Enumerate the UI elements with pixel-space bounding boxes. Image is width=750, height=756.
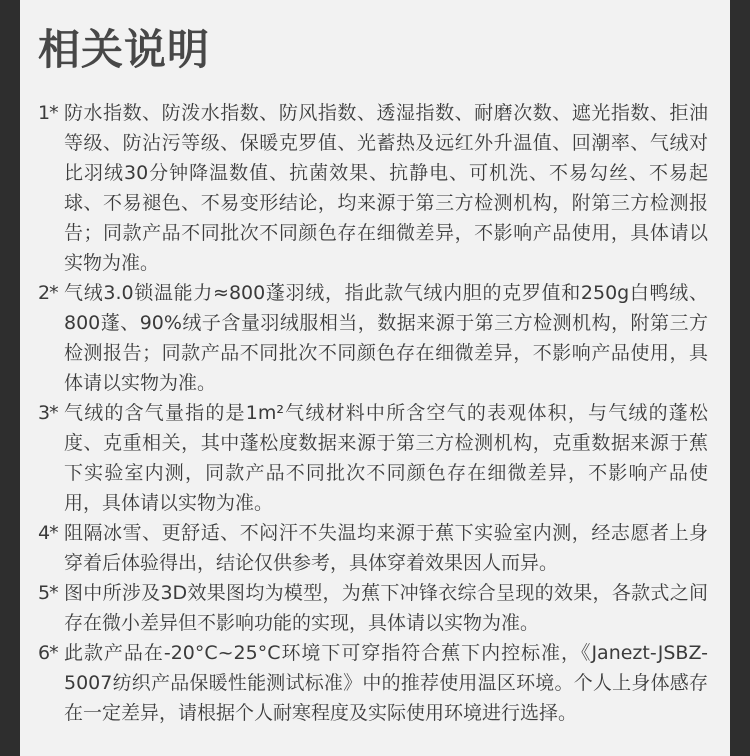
note-text: 此款产品在-20°C~25°C环境下可穿指符合蕉下内控标准，《Janezt-JSBZ-5007纺织产品保暖性能测试标准》中的推荐使用温区环境。个人上身体感存在一定差异，请根据个人耐寒程度及实际使用环境进行选择。	[64, 642, 708, 724]
note-item-5	[38, 578, 708, 638]
note-item-2	[38, 278, 708, 398]
note-text: 防水指数、防泼水指数、防风指数、透湿指数、耐磨次数、遮光指数、拒油等级、防沾污等级、保暖克罗值、光蓄热及远红外升温值、回潮率、气绒对比羽绒30分钟降温数值、抗菌效果、抗静电、可机洗、不易勾丝、不易起球、不易褪色、不易变形结论，均来源于第三方检测机构，附第三方检测报告；同款产品不同批次不同颜色存在细微差异，不影响产品使用，具体请以实物为准。	[64, 102, 708, 274]
note-number: 5*	[38, 582, 58, 604]
note-number: 1*	[38, 102, 58, 124]
note-text: 图中所涉及3D效果图均为模型，为蕉下冲锋衣综合呈现的效果，各款式之间存在微小差异但不影响功能的实现，具体请以实物为准。	[64, 582, 708, 634]
note-item-6	[38, 638, 708, 728]
note-item-3	[38, 398, 708, 518]
note-number: 3*	[38, 402, 58, 424]
note-text: 气绒3.0锁温能力≈800蓬羽绒，指此款气绒内胆的克罗值和250g白鸭绒、800蓬、90%绒子含量羽绒服相当，数据来源于第三方检测机构，附第三方检测报告；同款产品不同批次不同颜色存在细微差异，不影响产品使用，具体请以实物为准。	[64, 282, 708, 394]
notes-page	[20, 0, 730, 756]
note-number: 4*	[38, 522, 58, 544]
note-text: 气绒的含气量指的是1m²气绒材料中所含空气的表观体积，与气绒的蓬松度、克重相关，其中蓬松度数据来源于第三方检测机构，克重数据来源于蕉下实验室内测，同款产品不同批次不同颜色存在细微差异，不影响产品使用，具体请以实物为准。	[64, 402, 708, 514]
note-text: 阻隔冰雪、更舒适、不闷汗不失温均来源于蕉下实验室内测，经志愿者上身穿着后体验得出，结论仅供参考，具体穿着效果因人而异。	[64, 522, 708, 574]
note-number: 6*	[38, 642, 58, 664]
note-item-1	[38, 98, 708, 278]
note-item-4	[38, 518, 708, 578]
note-number: 2*	[38, 282, 58, 304]
page-title: 相关说明	[38, 25, 211, 74]
notes-list	[38, 98, 708, 728]
